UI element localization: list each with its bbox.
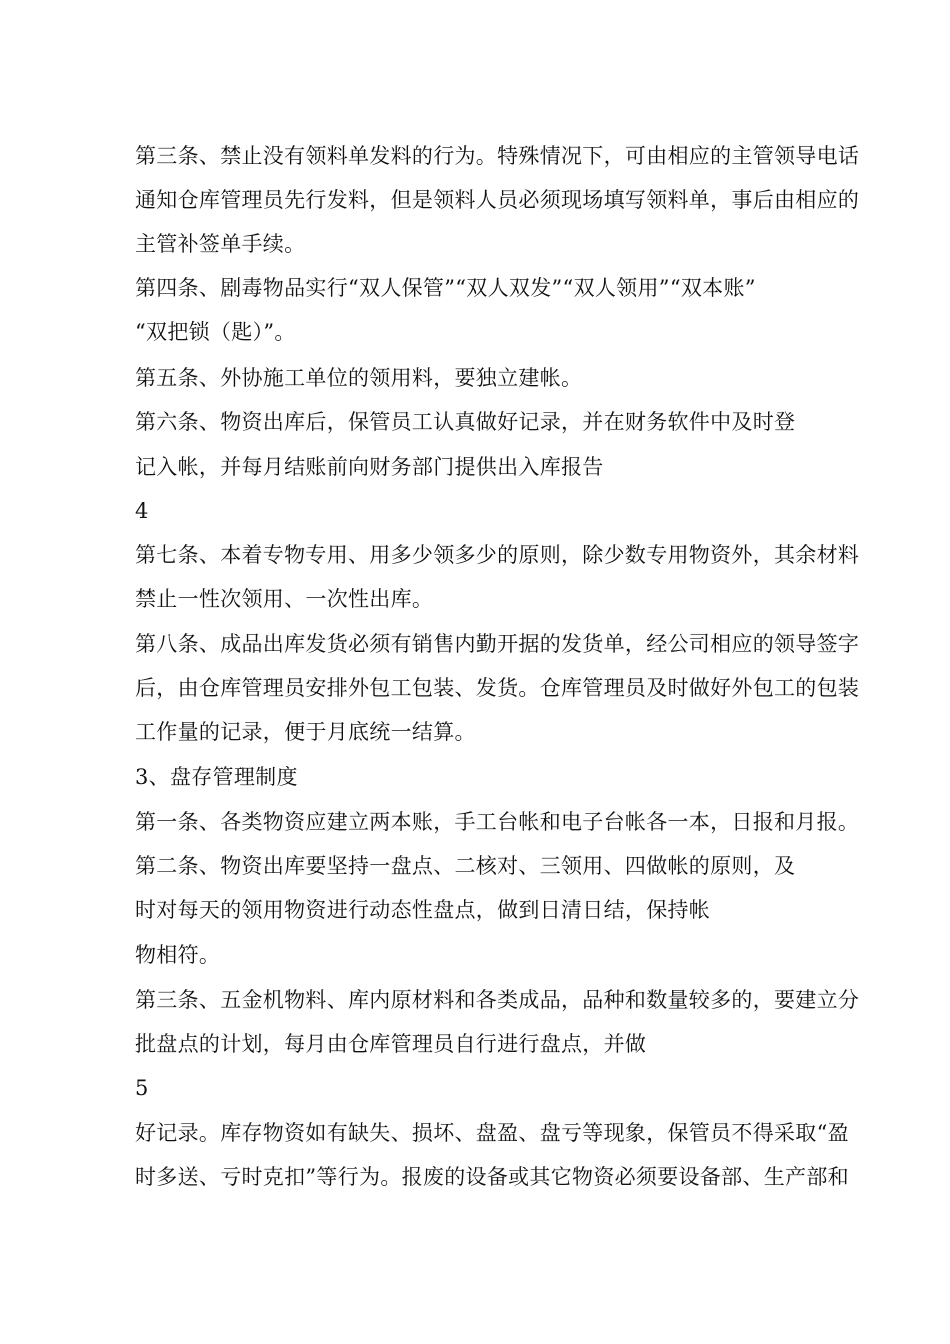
text-line: 第八条、成品出库发货必须有销售内勤开据的发货单，经公司相应的领导签字 — [135, 632, 860, 656]
text-line: 物相符。 — [135, 943, 221, 967]
text-line: 工作量的记录，便于月底统一结算。 — [135, 720, 476, 744]
text-line: “双把锁（匙）”。 — [135, 320, 296, 344]
text-line: 禁止一性次领用、一次性出库。 — [135, 587, 434, 611]
text-line: 第三条、禁止没有领料单发料的行为。特殊情况下，可由相应的主管领导电话 — [135, 144, 860, 168]
text-line: 第四条、剧毒物品实行“双人保管”“双人双发”“双人领用”“双本账” — [135, 276, 756, 300]
page-number: 5 — [135, 1076, 149, 1100]
text-line: 好记录。库存物资如有缺失、损坏、盘盈、盘亏等现象，保管员不得采取“盈 — [135, 1121, 849, 1145]
text-line: 第三条、五金机物料、库内原材料和各类成品，品种和数量较多的，要建立分 — [135, 988, 860, 1012]
text-line: 第五条、外协施工单位的领用料，要独立建帐。 — [135, 366, 583, 390]
text-line: 第一条、各类物资应建立两本账，手工台帐和电子台帐各一本，日报和月报。 — [135, 810, 860, 834]
page-number: 4 — [135, 499, 149, 523]
text-line: 后，由仓库管理员安排外包工包装、发货。仓库管理员及时做好外包工的包装 — [135, 676, 860, 700]
text-line: 时对每天的领用物资进行动态性盘点，做到日清日结，保持帐 — [135, 898, 711, 922]
text-line: 第二条、物资出库要坚持一盘点、二核对、三领用、四做帐的原则，及 — [135, 854, 796, 878]
text-line: 主管补签单手续。 — [135, 232, 306, 256]
text-line: 时多送、亏时克扣”等行为。报废的设备或其它物资必须要设备部、生产部和 — [135, 1165, 849, 1189]
text-line: 第七条、本着专物专用、用多少领多少的原则，除少数专用物资外，其余材料 — [135, 543, 860, 567]
text-line: 批盘点的计划，每月由仓库管理员自行进行盘点，并做 — [135, 1032, 647, 1056]
text-line: 通知仓库管理员先行发料，但是领料人员必须现场填写领料单，事后由相应的 — [135, 188, 860, 212]
section-heading: 3、盘存管理制度 — [135, 765, 298, 789]
text-line: 第六条、物资出库后，保管员工认真做好记录，并在财务软件中及时登 — [135, 410, 796, 434]
text-line: 记入帐，并每月结账前向财务部门提供出入库报告 — [135, 455, 604, 479]
